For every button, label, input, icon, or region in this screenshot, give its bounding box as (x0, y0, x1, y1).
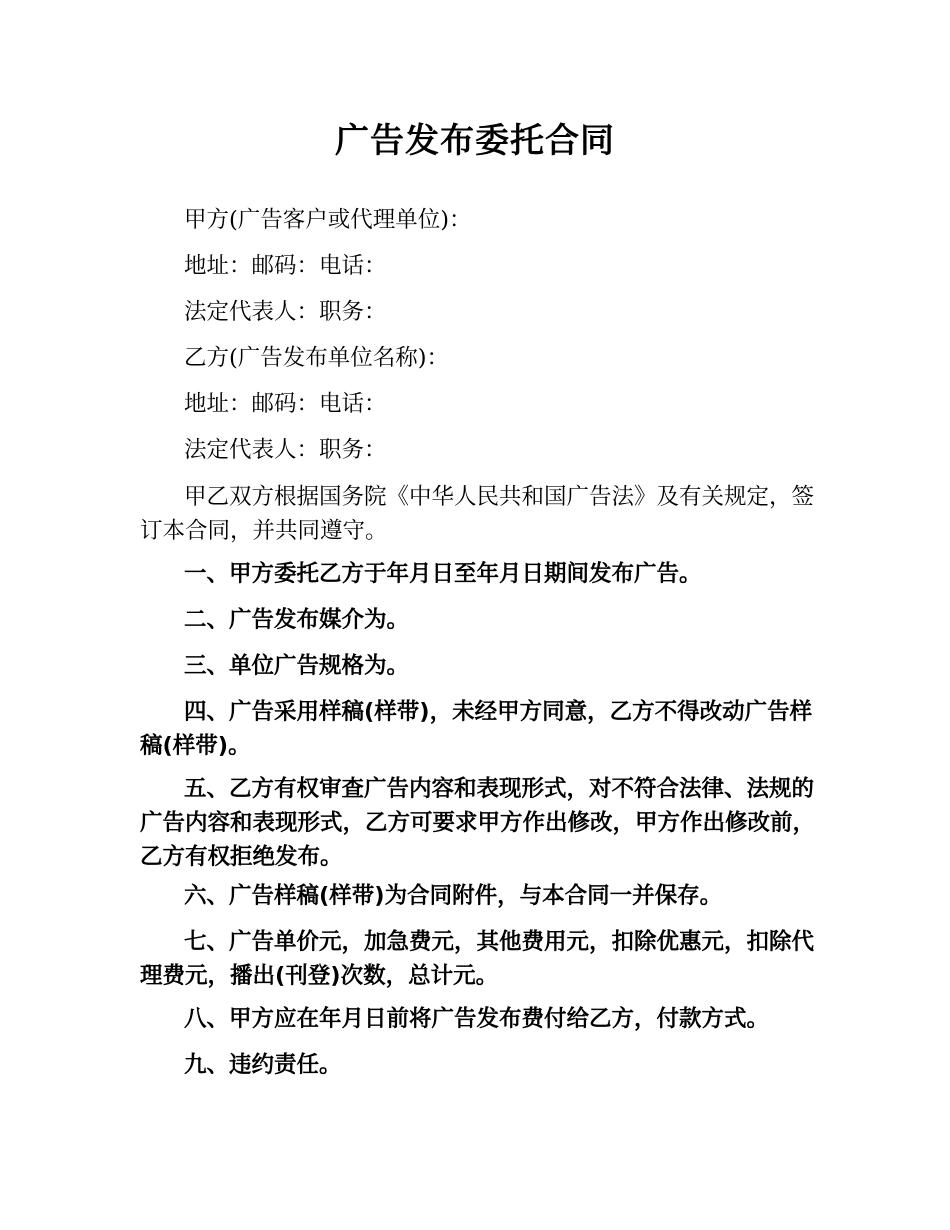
clause-4: 四、广告采用样稿(样带)，未经甲方同意，乙方不得改动广告样稿(样带)。 (140, 699, 813, 759)
clause-5: 五、乙方有权审查广告内容和表现形式，对不符合法律、法规的广告内容和表现形式，乙方可要求甲方作出修改，甲方作出修改前，乙方有权拒绝发布。 (140, 776, 816, 870)
clause-8: 八、甲方应在年月日前将广告发布费付给乙方，付款方式。 (184, 1006, 770, 1032)
document-title: 广告发布委托合同 (335, 121, 615, 161)
clause-7: 七、广告单价元，加急费元，其他费用元，扣除优惠元，扣除代理费元，播出(刊登)次数，总计元。 (140, 929, 815, 989)
party-a-representative-line: 法定代表人：职务： (184, 299, 387, 325)
clause-9: 九、违约责任。 (184, 1052, 342, 1078)
party-a-heading: 甲方(广告客户或代理单位)： (184, 207, 472, 233)
clause-1: 一、甲方委托乙方于年月日至年月日期间发布广告。 (184, 561, 702, 587)
preamble-paragraph: 甲乙双方根据国务院《中华人民共和国广告法》及有关规定，签订本合同，并共同遵守。 (140, 484, 815, 544)
party-b-address-line: 地址：邮码：电话： (184, 391, 387, 417)
party-b-representative-line: 法定代表人：职务： (184, 437, 387, 463)
party-a-address-line: 地址：邮码：电话： (184, 253, 387, 279)
party-b-heading: 乙方(广告发布单位名称)： (184, 345, 450, 371)
clause-3: 三、单位广告规格为。 (184, 653, 410, 679)
clause-6: 六、广告样稿(样带)为合同附件，与本合同一并保存。 (184, 883, 723, 909)
clause-2: 二、广告发布媒介为。 (184, 607, 410, 633)
